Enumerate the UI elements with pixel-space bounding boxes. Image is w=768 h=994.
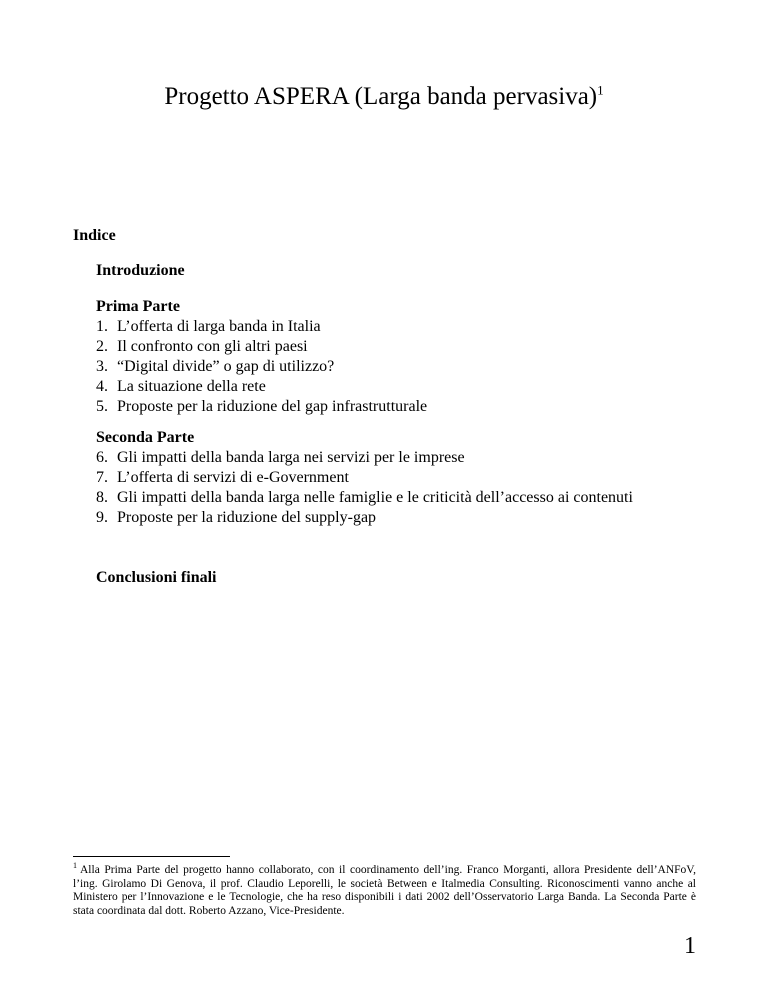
toc-entry-text: Gli impatti della banda larga nelle famiglie e le criticità dell’accesso ai contenuti [117, 489, 633, 506]
introduction-title: Introduzione [96, 262, 185, 279]
toc-entry [96, 508, 716, 528]
toc-entry-number: 3. [96, 358, 108, 375]
toc-entry-number: 7. [96, 469, 108, 486]
toc-entry [96, 488, 716, 508]
toc-entry [96, 397, 716, 417]
toc-entry [96, 468, 716, 488]
toc-entry-text: “Digital divide” o gap di utilizzo? [117, 358, 335, 375]
toc-entry-text: L’offerta di servizi di e-Government [117, 469, 349, 486]
toc-entry-text: L’offerta di larga banda in Italia [117, 318, 321, 335]
toc-entry-text: Proposte per la riduzione del supply-gap [117, 509, 377, 526]
footnote-marker: 1 [73, 861, 77, 871]
toc-entry-text: Il confronto con gli altri paesi [117, 338, 308, 355]
toc-entry [96, 357, 716, 377]
toc-entry-number: 5. [96, 398, 108, 415]
document-title-text: Progetto ASPERA (Larga banda pervasiva) [164, 83, 598, 110]
document-title [0, 82, 768, 112]
toc-entry [96, 317, 716, 337]
toc-part-one [96, 297, 716, 417]
toc-entry [96, 377, 716, 397]
toc-entry-number: 2. [96, 338, 108, 355]
toc-entry-number: 6. [96, 449, 108, 466]
footnote-separator [73, 856, 230, 857]
page-number: 1 [684, 933, 696, 959]
toc-part-two [96, 428, 716, 528]
toc-entry-text: Gli impatti della banda larga nei servizi per le imprese [117, 449, 465, 466]
toc-entry-number: 4. [96, 378, 108, 395]
toc-entry-text: Proposte per la riduzione del gap infrastrutturale [117, 398, 428, 415]
toc-entry-text: La situazione della rete [117, 378, 266, 395]
toc-entry-number: 9. [96, 509, 108, 526]
toc-entry [96, 337, 716, 357]
toc-entry-number: 8. [96, 489, 108, 506]
part-one-title: Prima Parte [96, 298, 180, 315]
footnote [73, 861, 696, 918]
toc-conclusions [96, 568, 716, 588]
toc-entry-number: 1. [96, 318, 108, 335]
footnote-text: Alla Prima Parte del progetto hanno collaborato, con il coordinamento dell’ing. Franco Morganti, allora Presidente dell’ANFoV, l’ing. Girolamo Di Genova, il prof. Claudio Leporelli, le società Between e Italmedia Consulting. Riconoscimenti vanno anche al Ministero per l’Innovazione e le Tecnologie, che ha reso disponibili i dati 2002 dell’Osservatorio Larga Banda. La Seconda Parte è stata coordinata dal dott. Roberto Azzano, Vice-Presidente. [73, 864, 696, 917]
toc-entry [96, 448, 716, 468]
part-two-title: Seconda Parte [96, 429, 195, 446]
toc-introduction [96, 261, 716, 281]
title-footnote-marker[interactable]: 1 [597, 82, 604, 98]
index-heading: Indice [73, 227, 116, 244]
conclusions-title: Conclusioni finali [96, 569, 217, 586]
